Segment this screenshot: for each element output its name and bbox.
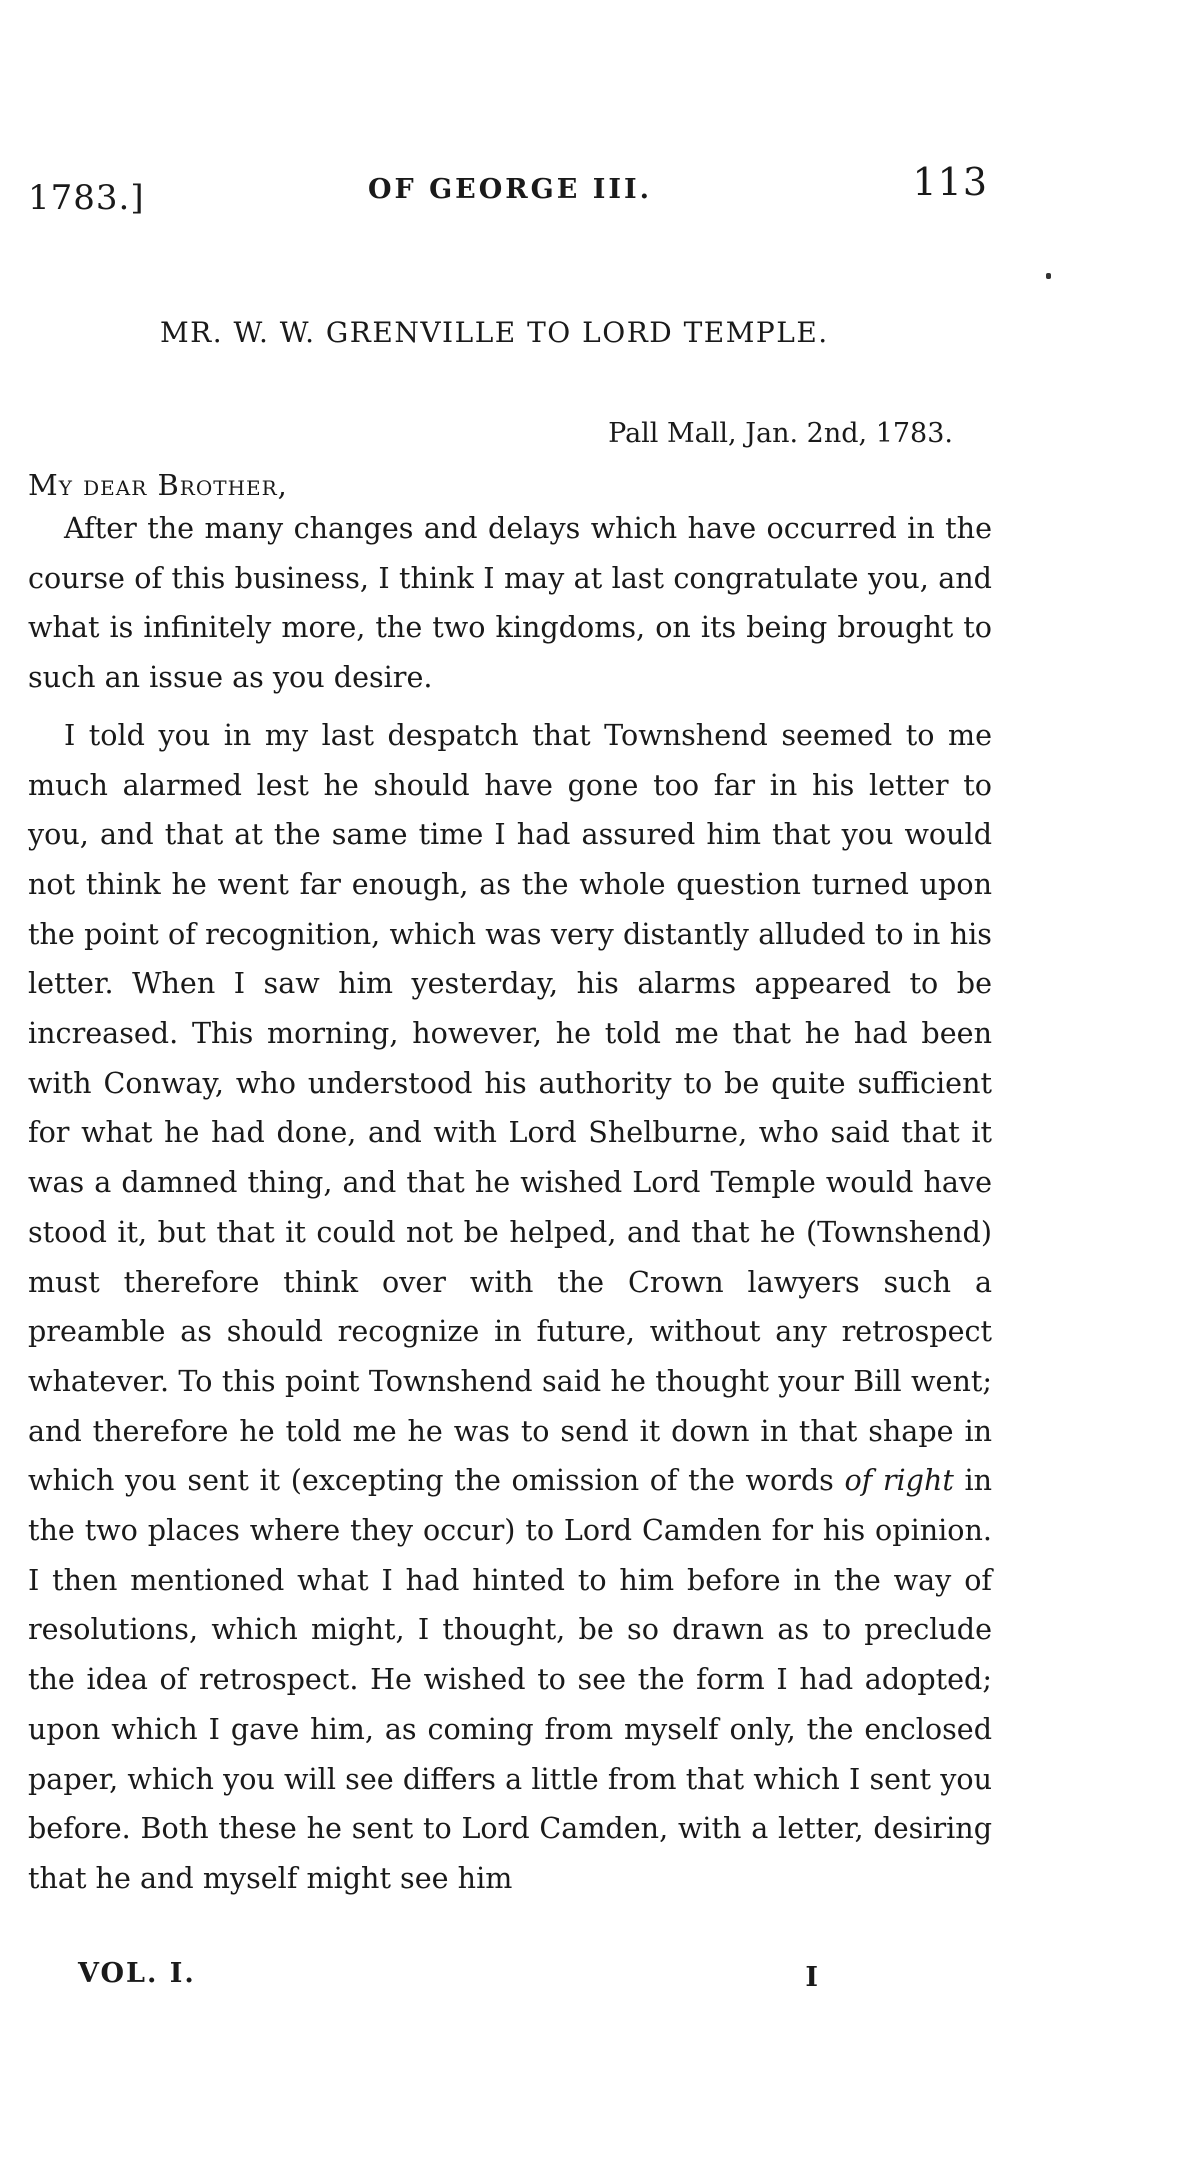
- volume-signature: VOL. I.: [78, 1958, 196, 1989]
- running-head-title: OF GEORGE III.: [368, 174, 653, 205]
- page-footer: [78, 1958, 818, 2008]
- ink-speck: [1046, 273, 1051, 279]
- paragraph-2: [28, 711, 992, 1904]
- letter-heading: MR. W. W. GRENVILLE TO LORD TEMPLE.: [160, 316, 829, 349]
- page-number: 113: [912, 160, 988, 204]
- paragraph-2-text-a: I told you in my last despatch that Townshend seemed to me much alarmed lest he should have gone too far in his letter to you, and that at the same time I had assured him that you would not think he went far enough, as the whole question turned upon the point of recognition, which was very distantly alluded to in his letter. When I saw him yesterday, his alarms appeared to be increased. This morning, however, he told me that he had been with Conway, who understood his authority to be quite sufficient for what he had done, and with Lord Shelburne, who said that it was a damned thing, and that he wished Lord Temple would have stood it, but that it could not be helped, and that he (Townshend) must therefore think over with the Crown lawyers such a preamble as should recognize in future, without any retrospect whatever. To this point Townshend said he thought your Bill went; and therefore he told me he was to send it down in that shape in which you sent it (excepting the omission of the words: [28, 717, 992, 1498]
- running-head: [28, 160, 988, 220]
- signature-mark: I: [805, 1962, 818, 1993]
- letter-body: [28, 504, 992, 1904]
- paragraph-1: After the many changes and delays which have occurred in the course of this business, I think I may at last congratulate you, and what is infinitely more, the two kingdoms, on its being brought to such an issue as you desire.: [28, 511, 992, 695]
- letter-salutation: My dear Brother,: [28, 468, 288, 502]
- letter-dateline: Pall Mall, Jan. 2nd, 1783.: [608, 418, 953, 449]
- running-head-year: 1783.]: [28, 178, 145, 218]
- paragraph-2-text-b: in the two places where they occur) to Lord Camden for his opinion. I then mentioned what I had hinted to him before in the way of resolutions, which might, I thought, be so drawn as to preclude the idea of retrospect. He wished to see the form I had adopted; upon which I gave him, as coming from myself only, the enclosed paper, which you will see differs a little from that which I sent you before. Both these he sent to Lord Camden, with a letter, desiring that he and myself might see him: [28, 1463, 993, 1895]
- paragraph-2-italic-phrase: of right: [844, 1463, 954, 1498]
